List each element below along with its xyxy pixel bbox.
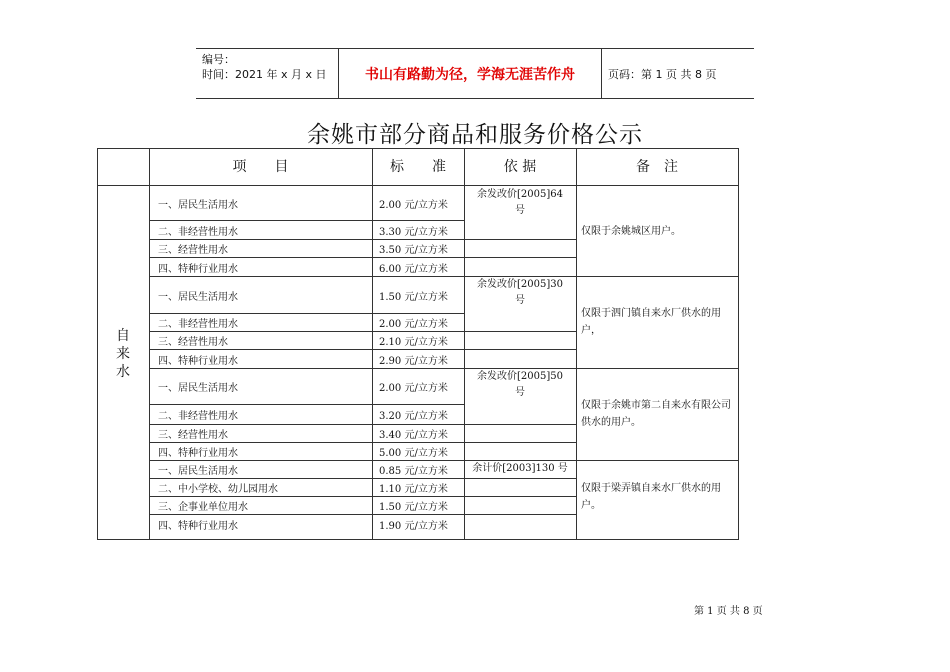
standard-cell: 2.00 元/立方米 xyxy=(379,383,448,394)
item-cell: 四、特种行业用水 xyxy=(158,264,238,275)
table-hline xyxy=(464,331,576,332)
item-cell: 三、企事业单位用水 xyxy=(158,502,248,513)
table-hline xyxy=(464,257,576,258)
basis-cell xyxy=(464,369,576,401)
item-cell: 二、中小学校、幼儿园用水 xyxy=(158,484,278,495)
table-vline xyxy=(149,149,150,539)
category-char: 来 xyxy=(116,346,130,362)
standard-cell: 5.00 元/立方米 xyxy=(379,448,448,459)
category-char: 自 xyxy=(116,328,130,344)
page-footer: 第 1 页 共 8 页 xyxy=(694,606,763,617)
slogan: 书山有路勤为径，学海无涯苦作舟 xyxy=(365,67,575,83)
standard-cell: 3.50 元/立方米 xyxy=(379,245,448,256)
standard-cell: 3.30 元/立方米 xyxy=(379,227,448,238)
table-hline xyxy=(149,478,464,479)
note-cell: 仅限于余姚城区用户。 xyxy=(581,225,681,237)
item-cell: 一、居民生活用水 xyxy=(158,466,238,477)
basis-cell xyxy=(464,461,576,477)
standard-cell: 0.85 元/立方米 xyxy=(379,466,448,477)
item-cell: 四、特种行业用水 xyxy=(158,356,238,367)
standard-cell: 1.50 元/立方米 xyxy=(379,292,448,303)
table-hline xyxy=(464,496,576,497)
page-title: 余姚市部分商品和服务价格公示 xyxy=(307,122,643,148)
note-cell: 仅限于梁弄镇自来水厂供水的用户。 xyxy=(581,483,721,511)
table-hline xyxy=(464,424,576,425)
basis-line: 号 xyxy=(515,387,525,398)
standard-cell: 2.10 元/立方米 xyxy=(379,337,448,348)
standard-cell: 1.10 元/立方米 xyxy=(379,484,448,495)
item-cell: 一、居民生活用水 xyxy=(158,383,238,394)
table-hline xyxy=(149,514,464,515)
item-cell: 四、特种行业用水 xyxy=(158,521,238,532)
table-hline xyxy=(464,349,576,350)
table-hline xyxy=(149,276,738,277)
header-item: 项 目 xyxy=(232,159,289,175)
table-hline xyxy=(149,404,464,405)
standard-cell: 3.20 元/立方米 xyxy=(379,411,448,422)
table-hline xyxy=(149,257,464,258)
category-label xyxy=(98,327,148,381)
header-meta xyxy=(196,49,339,98)
basis-line: 号 xyxy=(515,295,525,306)
item-cell: 一、居民生活用水 xyxy=(158,292,238,303)
table-vline xyxy=(576,149,577,539)
standard-cell: 1.50 元/立方米 xyxy=(379,502,448,513)
table-hline xyxy=(149,368,738,369)
basis-line: 余计价[2003]130 号 xyxy=(472,463,568,474)
page-label: 页码：第 1 页 共 8 页 xyxy=(608,68,717,81)
table-hline xyxy=(149,313,464,314)
header-basis: 依 据 xyxy=(503,159,537,175)
item-cell: 四、特种行业用水 xyxy=(158,448,238,459)
table-hline xyxy=(149,424,464,425)
item-cell: 三、经营性用水 xyxy=(158,245,228,256)
standard-cell: 2.90 元/立方米 xyxy=(379,356,448,367)
table-hline xyxy=(464,239,576,240)
table-vline xyxy=(372,149,373,539)
standard-cell: 2.00 元/立方米 xyxy=(379,200,448,211)
basis-line: 余发改价[2005]50 xyxy=(477,371,563,382)
item-cell: 二、非经营性用水 xyxy=(158,227,238,238)
document-header xyxy=(196,48,754,99)
header-standard: 标 准 xyxy=(390,159,446,175)
table-hline xyxy=(464,514,576,515)
standard-cell: 2.00 元/立方米 xyxy=(379,319,448,330)
note-cell: 仅限于泗门镇自来水厂供水的用户， xyxy=(581,308,721,336)
item-cell: 一、居民生活用水 xyxy=(158,200,238,211)
item-cell: 三、经营性用水 xyxy=(158,337,228,348)
table-hline xyxy=(149,496,464,497)
standard-cell: 3.40 元/立方米 xyxy=(379,430,448,441)
table-hline xyxy=(149,349,464,350)
item-cell: 二、非经营性用水 xyxy=(158,319,238,330)
table-hline xyxy=(149,220,464,221)
item-cell: 三、经营性用水 xyxy=(158,430,228,441)
standard-cell: 1.90 元/立方米 xyxy=(379,521,448,532)
table-hline xyxy=(149,331,464,332)
header-slogan-cell xyxy=(339,49,602,98)
basis-cell xyxy=(464,187,576,219)
table-hline xyxy=(149,239,464,240)
table-hline xyxy=(149,460,738,461)
item-cell: 二、非经营性用水 xyxy=(158,411,238,422)
basis-line: 余发改价[2005]30 xyxy=(477,279,563,290)
table-hline xyxy=(98,185,738,186)
table-hline xyxy=(464,478,576,479)
time-label: 时间：2021 年 x 月 x 日 xyxy=(202,68,327,81)
note-cell: 仅限于余姚市第二自来水有限公司供水的用户。 xyxy=(581,400,731,428)
standard-cell: 6.00 元/立方米 xyxy=(379,264,448,275)
price-table xyxy=(97,148,739,540)
table-hline xyxy=(464,442,576,443)
header-page-cell xyxy=(602,49,754,98)
table-hline xyxy=(149,442,464,443)
basis-line: 号 xyxy=(515,205,525,216)
header-note: 备 注 xyxy=(636,159,678,175)
basis-cell xyxy=(464,277,576,309)
category-char: 水 xyxy=(116,364,130,380)
basis-line: 余发改价[2005]64 xyxy=(477,189,563,200)
number-label: 编号： xyxy=(202,53,235,66)
